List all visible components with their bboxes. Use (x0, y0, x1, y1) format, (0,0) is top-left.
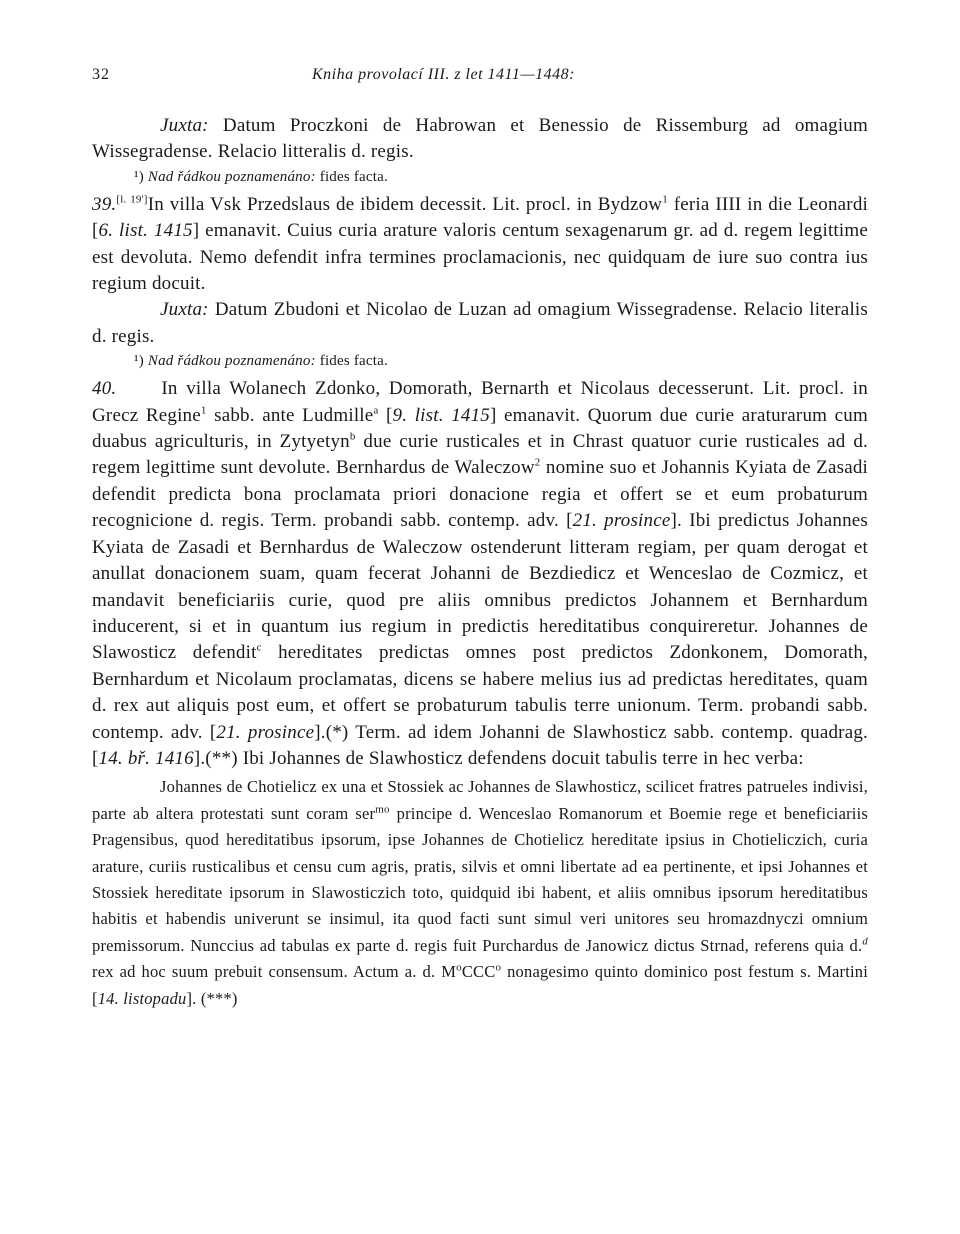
date-note: 9. list. 1415 (392, 404, 490, 426)
entry-text: nomine suo et Johannis Kyiata de Zasadi defendit predicta bona proclamata priori donacione regia et offert se et eum probaturum recognicione d. regis. Term. probandi sabb. contemp. adv. [ (92, 457, 869, 532)
entry-text: In villa Wolanech Zdonko, Domorath, Bernarth et Nicolaus decesserunt. Lit. procl. in Grecz Regine (92, 378, 868, 426)
entry-text: ].(**) Ibi Johannes de Slawhosticz defendens docuit tabulis terre in hec verba: (193, 747, 804, 769)
footnote-ref: 1 (200, 404, 207, 417)
entry-40 (92, 376, 868, 772)
juxta-paragraph-38 (92, 113, 868, 166)
date-note: 14. bř. 1416 (98, 747, 194, 769)
running-title: Kniha provolací III. z let 1411—1448: (312, 66, 575, 83)
entry-text: ]. Ibi predictus Johannes Kyiata de Zasadi et Bernhardus de Waleczow ostenderunt litteram regiam, per quam derogat et anullat donacionem suam, quam fecerat Johanni de Bezdiedicz et Wenceslao de Cozmicz, et mandavit beneficiariis curie, quod pre aliis omnibus predictos Johannem et Bernhardum inducerent, si et in quantum ius regium in predictis hereditatibus conquireretur. Johannes de Slawosticz defendit (92, 510, 868, 664)
juxta-text: Datum Proczkoni de Habrowan et Benessio de Rissemburg ad omagium Wissegradense. Relacio litteralis d. regis. (92, 115, 868, 163)
footnote-mark: ¹) (134, 353, 144, 370)
entry-number: 40. (92, 378, 117, 400)
date-note: 21. prosince (216, 721, 315, 743)
page-body (92, 113, 868, 1012)
entry-text: due curie rusticales et in Chrast quatuor curie rusticales ad d. regem legittime sunt devolute. Bernhardus de Waleczow (92, 431, 868, 479)
document-page (92, 66, 868, 1012)
entry-text: ] emanavit. Quorum due curie araturarum cum duabus agriculturis, in Zytyetyn (92, 404, 868, 453)
juxta-label: Juxta: (160, 299, 209, 321)
footnote-ref: d (862, 935, 868, 948)
quote-text: nonagesimo quinto dominico post festum s. Martini [ (92, 962, 868, 1008)
footnote-mark: ¹) (134, 168, 144, 185)
date-note: 21. prosince (572, 510, 671, 532)
entry-number: 39. (92, 193, 117, 215)
footnote-label: Nad řádkou poznamenáno: (147, 353, 316, 370)
footnote-ref: c (256, 641, 262, 654)
entry-text: ] emanavit. Cuius curia arature valoris centum sexagenarum gr. ad d. regem legittime est devoluta. Nemo defendit infra termines proclamacionis, nec quidquam de iure suo contra ius regium docuit. (92, 220, 868, 295)
page-number: 32 (92, 66, 110, 83)
entry-text: In villa Vsk Przedslaus de ibidem decessit. Lit. procl. in Bydzow (147, 193, 663, 215)
footnote-ref: a (373, 404, 379, 417)
footnote-ref: b (349, 430, 356, 443)
entry-text: feria IIII in die Leonardi [ (92, 193, 868, 242)
folio-marker: [l. 19'] (116, 193, 148, 206)
date-note: 14. listopadu (97, 988, 187, 1008)
juxta-label: Juxta: (160, 115, 209, 136)
quote-text: CCC (461, 962, 496, 982)
quote-text: rex ad hoc suum prebuit consensum. Actum a. d. M (92, 962, 457, 982)
superscript: o (495, 961, 502, 974)
page-header (92, 66, 868, 94)
footnote-ref: 1 (662, 193, 668, 206)
footnote-38 (92, 166, 868, 188)
footnote-label: Nad řádkou poznamenáno: (147, 168, 316, 185)
footnote-ref: 2 (534, 457, 541, 470)
juxta-text: Datum Zbudoni et Nicolao de Luzan ad omagium Wissegradense. Relacio literalis d. regis. (92, 299, 868, 347)
entry-text: hereditates predictas omnes post predictos Zdonkonem, Domorath, Bernhardum et Nicolaum proclamatas, dicens se habere melius ius ad predictas hereditates, quam d. rex aut aliquis post eum, et offert se probaturum tabulis terre unionum. Term. probandi sabb. contemp. adv. [ (92, 642, 869, 743)
date-note: 6. list. 1415 (98, 220, 193, 242)
quoted-record (92, 774, 868, 1012)
entry-text: sabb. ante Ludmille (206, 404, 374, 426)
entry-text: ].(*) Term. ad idem Johanni de Slawhosticz sabb. contemp. quadrag. [ (92, 721, 868, 769)
superscript: o (456, 961, 462, 974)
footnote-text: fides facta. (315, 168, 388, 185)
footnote-39 (92, 350, 868, 372)
entry-39 (92, 192, 868, 298)
juxta-paragraph-39 (92, 297, 868, 350)
entry-text: [ (378, 404, 393, 426)
footnote-text: fides facta. (315, 353, 388, 370)
superscript: mo (375, 803, 390, 816)
quote-text: principe d. Wenceslao Romanorum et Boemie rege et beneficiariis Pragensibus, quod hereditatibus ipsorum, ipse Johannes de Chotielicz hereditate ipsius in Chotieliczich, curia arature, curiis rusticalibus et censu cum agris, pratis, silvis et omni libertate ad ea pertinente, et ipsi Johannes et Stossiek hereditate ipsorum in Slawosticzich toto, quidquid ibi habent, et aliis omnibus ipsorum hereditatibus habitis et habendis univerunt se insimul, ita quod facti sunt simul veri unitores seu hromazdnyczi omnium premissorum. Nunccius ad tabulas ex parte d. regis fuit Purchardus de Janowicz dictus Strnad, referens quia d. (92, 803, 868, 955)
quote-text: Johannes de Chotielicz ex una et Stossiek ac Johannes de Slawhosticz, scilicet fratres patrueles indivisi, parte ab altera protestati sunt coram ser (92, 777, 868, 823)
quote-text: ]. (***) (186, 988, 238, 1008)
